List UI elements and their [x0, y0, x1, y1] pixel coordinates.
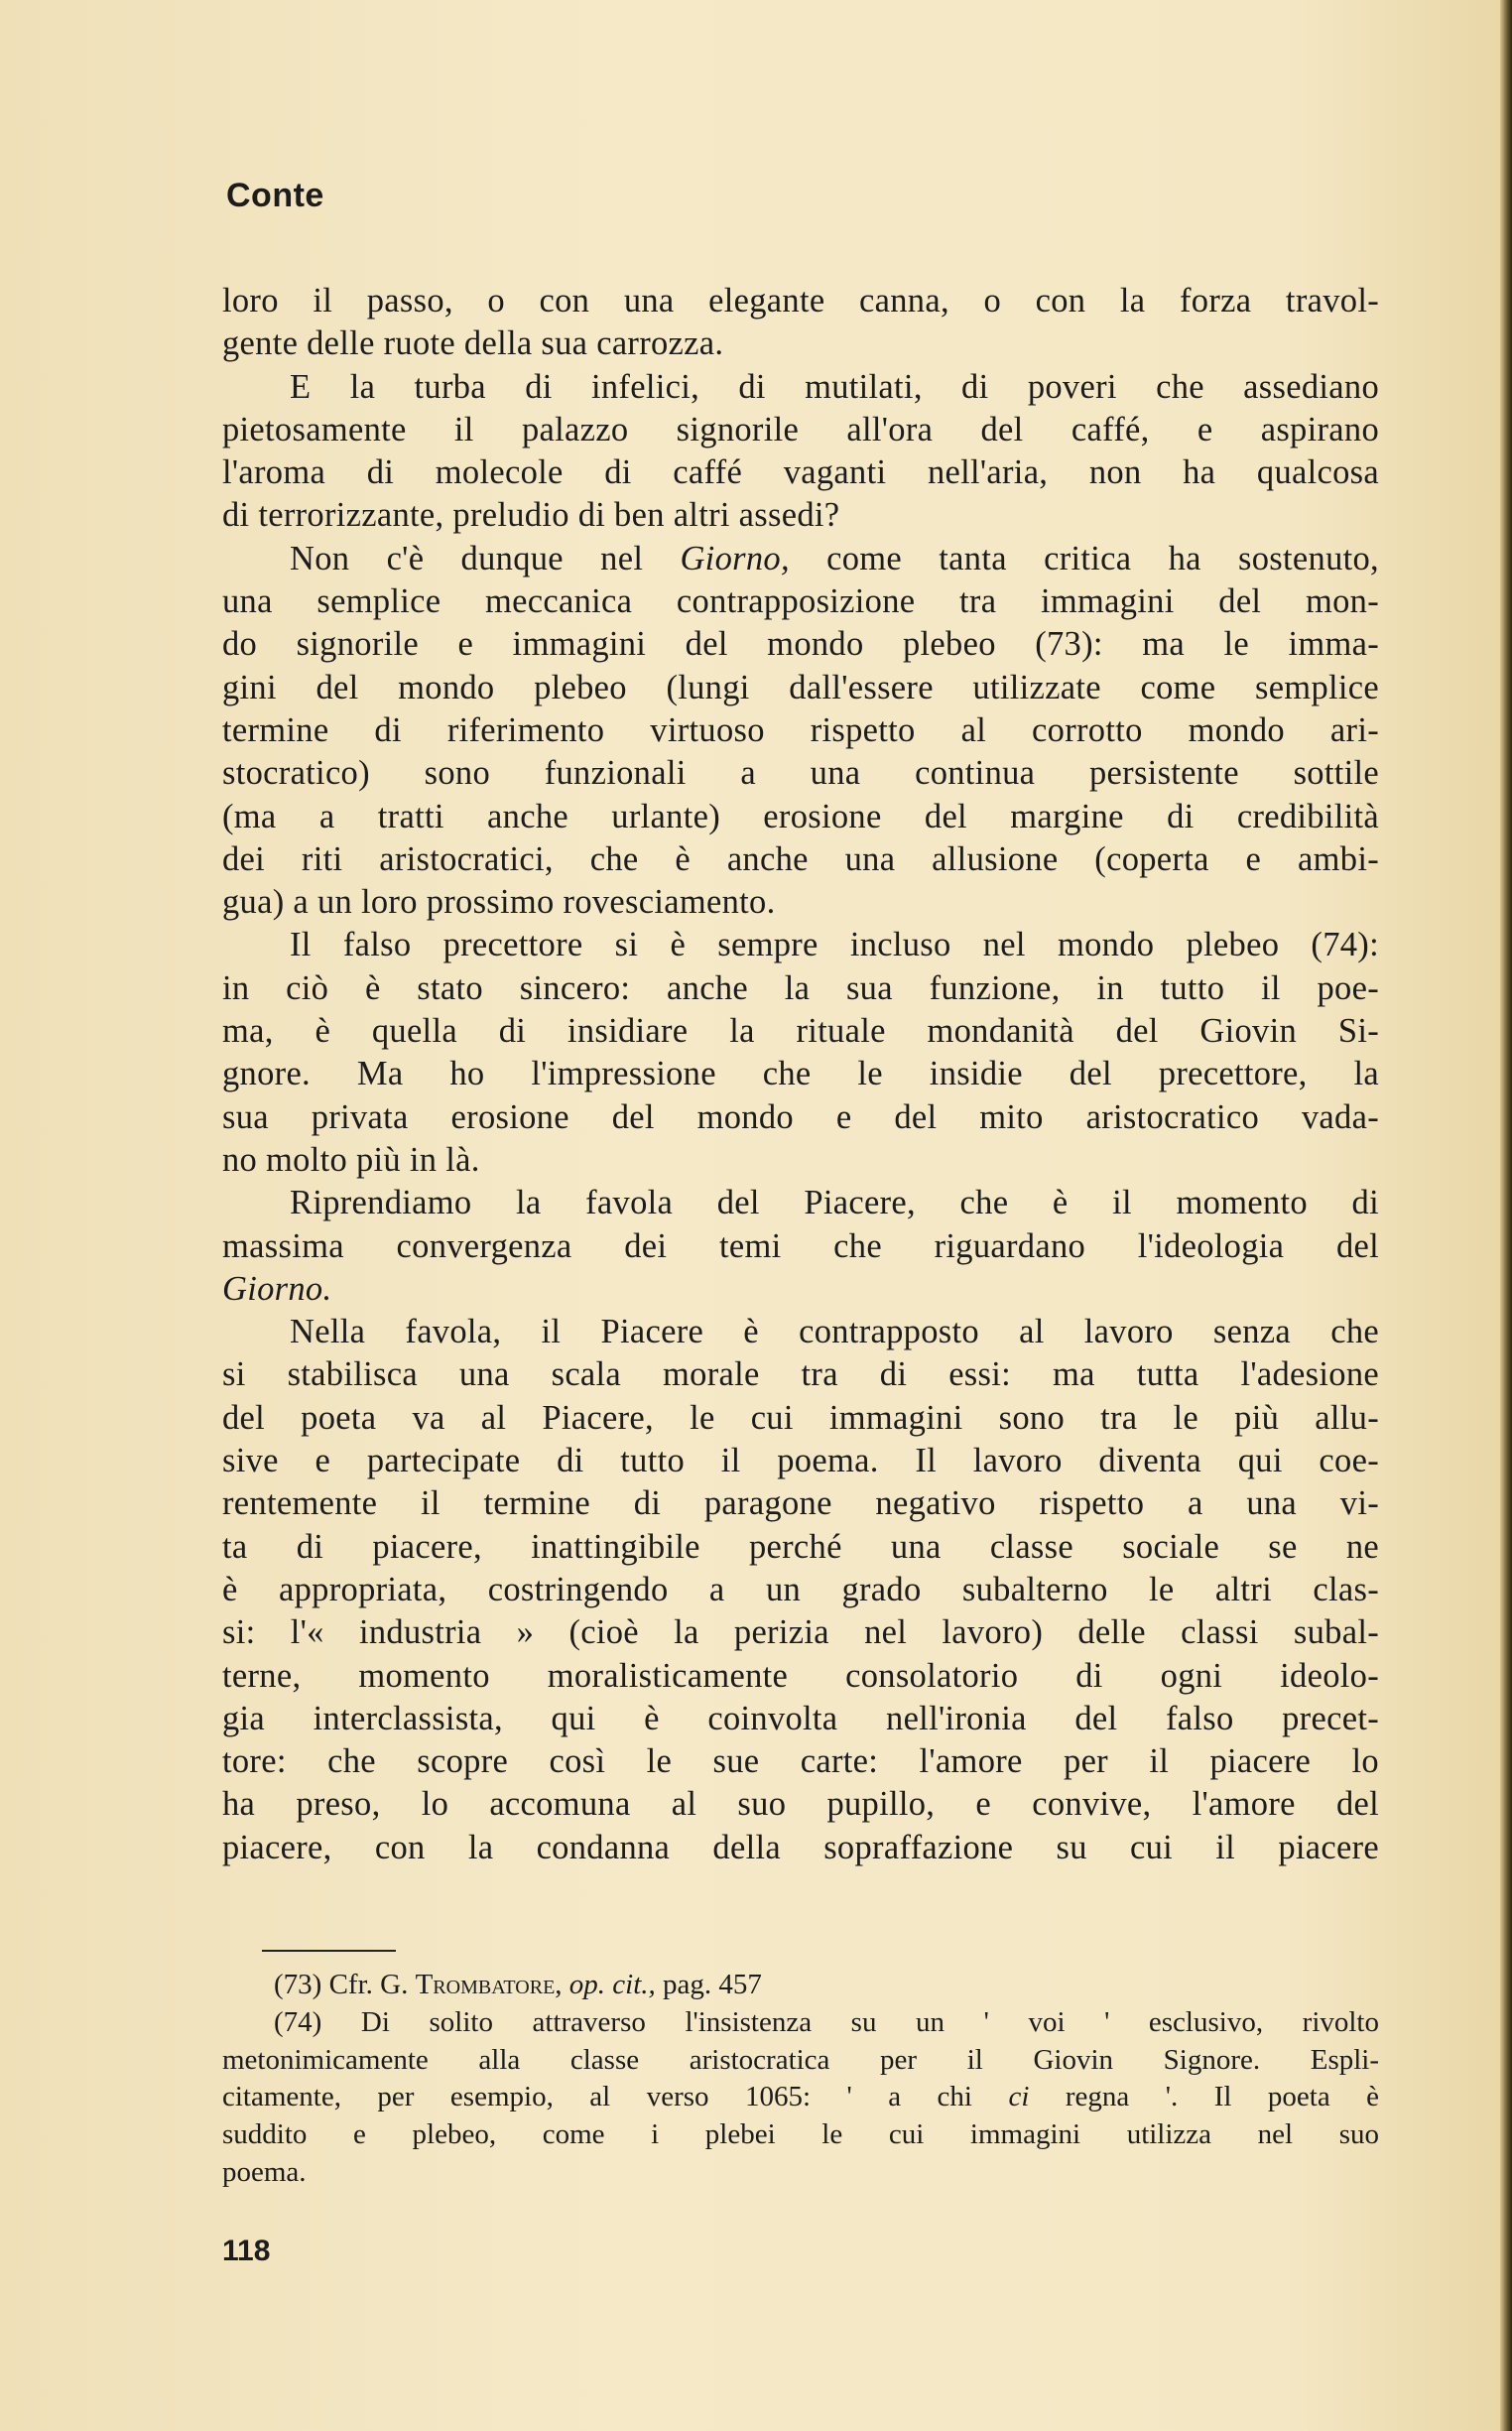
text-line: termine di riferimento virtuoso rispetto al corrotto mondo ari- [222, 710, 1379, 749]
text-line: gini del mondo plebeo (lungi dall'essere utilizzate come semplice [222, 668, 1379, 706]
footnote-74-line: metonimicamente alla classe aristocratica per il Giovin Signore. Espli- [222, 2043, 1379, 2076]
text-line: l'aroma di molecole di caffé vaganti nell'aria, non ha qualcosa [222, 453, 1379, 492]
text-span: come tanta critica ha sostenuto, [826, 539, 1379, 577]
text-line: do signorile e immagini del mondo plebeo (73): ma le imma- [222, 625, 1379, 664]
text-line: si: l'« industria » (cioè la perizia nel lavoro) delle classi subal- [222, 1613, 1379, 1652]
footnote-74-line [222, 2079, 1379, 2116]
text-line: sua privata erosione del mondo e del mito aristocratico vada- [222, 1097, 1379, 1136]
text-line: Nella favola, il Piacere è contrapposto al lavoro senza che [290, 1313, 1379, 1351]
text-line: è appropriata, costringendo a un grado subalterno le altri clas- [222, 1570, 1379, 1608]
body-text [222, 280, 1379, 1869]
footnote-rule [262, 1950, 396, 1952]
text-span: regna '. Il poeta è [1065, 2081, 1380, 2113]
text-line: Il falso precettore si è sempre incluso nel mondo plebeo (74): [290, 926, 1379, 964]
text-line: gua) a un loro prossimo rovesciamento. [222, 883, 776, 922]
text-line: ma, è quella di insidiare la rituale mondanità del Giovin Si- [222, 1012, 1379, 1051]
text-line [222, 538, 1379, 580]
text-line: si stabilisca una scala morale tra di essi: ma tutta l'adesione [222, 1355, 1379, 1394]
text-line: (ma a tratti anche urlante) erosione del margine di credibilità [222, 797, 1379, 835]
footnotes [222, 1967, 1379, 2192]
footnote-73 [222, 1967, 1379, 2004]
text-line: E la turba di infelici, di mutilati, di poveri che assediano [290, 367, 1379, 406]
footnote-74-line: (74) Di solito attraverso l'insistenza su un ' voi ' esclusivo, rivolto [274, 2005, 1379, 2038]
text-line: Riprendiamo la favola del Piacere, che è il momento di [290, 1184, 1379, 1222]
text-line: di terrorizzante, preludio di ben altri assedi? [222, 496, 840, 535]
text-line: stocratico) sono funzionali a una continua persistente sottile [222, 754, 1379, 793]
text-line: sive e partecipate di tutto il poema. Il lavoro diventa qui coe- [222, 1442, 1379, 1480]
page-number: 118 [222, 2235, 271, 2267]
footnote-prefix: Cfr. G. [328, 1969, 409, 2000]
text-span: Non c'è dunque nel [290, 539, 644, 577]
text-line: massima convergenza dei temi che riguardano l'ideologia del [222, 1226, 1379, 1265]
footnote-number: (73) [274, 1969, 322, 2000]
footnote-work: op. cit., [568, 1969, 656, 2000]
text-line: gente delle ruote della sua carrozza. [222, 324, 724, 363]
footnote-author: Trombatore, [415, 1969, 563, 2000]
footnote-74-line: poema. [222, 2155, 307, 2188]
text-line: Giorno. [222, 1269, 332, 1308]
text-span: citamente, per esempio, al verso 1065: ' a chi [222, 2081, 972, 2113]
running-title: Conte [226, 177, 324, 214]
text-line: terne, momento moralisticamente consolatorio di ogni ideolo- [222, 1656, 1379, 1695]
text-line: loro il passo, o con una elegante canna, o con la forza travol- [222, 282, 1379, 320]
text-line: del poeta va al Piacere, le cui immagini sono tra le più allu- [222, 1398, 1379, 1437]
italic-title: Giorno, [680, 539, 790, 577]
footnote-74-line: suddito e plebeo, come i plebei le cui immagini utilizza nel suo [222, 2118, 1379, 2151]
text-line: tore: che scopre così le sue carte: l'amore per il piacere lo [222, 1742, 1379, 1781]
text-line: no molto più in là. [222, 1140, 480, 1179]
text-line: una semplice meccanica contrapposizione tra immagini del mon- [222, 582, 1379, 621]
text-line: gia interclassista, qui è coinvolta nell'ironia del falso precet- [222, 1699, 1379, 1737]
footnote-page: pag. 457 [663, 1969, 762, 2000]
text-line: dei riti aristocratici, che è anche una allusione (coperta e ambi- [222, 839, 1379, 878]
text-line: in ciò è stato sincero: anche la sua funzione, in tutto il poe- [222, 968, 1379, 1007]
text-line: ta di piacere, inattingibile perché una classe sociale se ne [222, 1527, 1379, 1566]
text-line: piacere, con la condanna della sopraffazione su cui il piacere [222, 1828, 1379, 1866]
text-line: gnore. Ma ho l'impressione che le insidie del precettore, la [222, 1055, 1379, 1093]
text-line: pietosamente il palazzo signorile all'ora del caffé, e aspirano [222, 410, 1379, 448]
text-line: rentemente il termine di paragone negativo rispetto a una vi- [222, 1484, 1379, 1523]
text-line: ha preso, lo accomuna al suo pupillo, e convive, l'amore del [222, 1785, 1379, 1824]
page-edge [1500, 0, 1512, 2431]
italic-word: ci [1008, 2081, 1030, 2113]
